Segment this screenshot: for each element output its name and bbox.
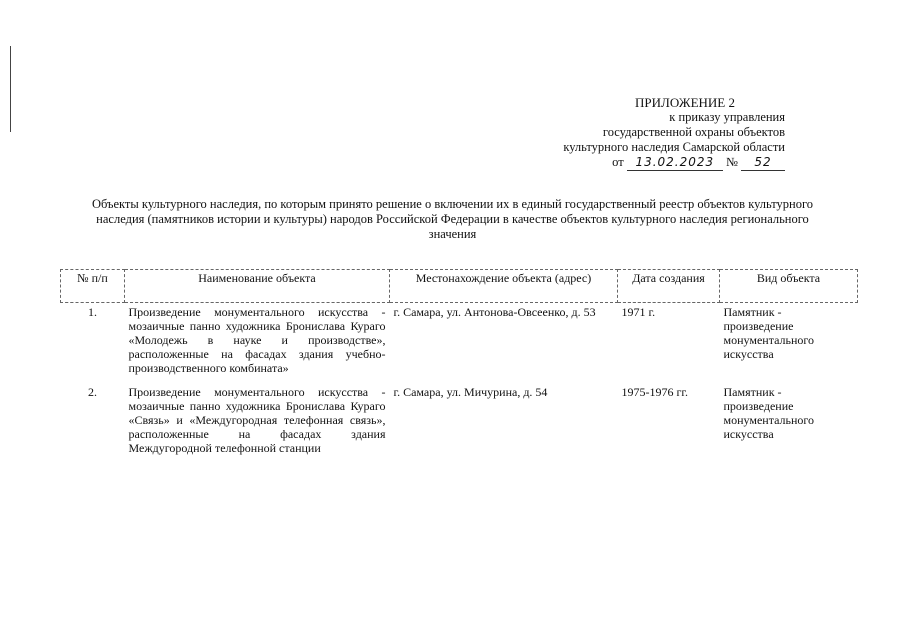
column-header-name: Наименование объекта: [125, 270, 390, 303]
column-header-address: Местонахождение объекта (адрес): [390, 270, 618, 303]
page-margin-line: [10, 46, 11, 132]
object-kind: Памятник - произведение монументального искусства: [723, 305, 815, 361]
order-line-3: культурного наследия Самарской области: [563, 140, 785, 154]
row-number: 2.: [88, 385, 97, 399]
order-date-number-line: [470, 155, 785, 171]
object-name: Произведение монументального искусства - мозаичные панно художника Бронислава Кураго «Молодежь в науке и производстве», расположенные на фасадах здания учебно-производственного комбината»: [128, 305, 386, 375]
column-header-kind: Вид объекта: [720, 270, 858, 303]
object-name: Произведение монументального искусства - мозаичные панно художника Бронислава Кураго «Связь» и «Междугородная телефонная связь», расположенные на фасадах здания Междугородной телефонной станции: [128, 385, 386, 455]
date-prefix: от: [612, 155, 624, 169]
object-kind: Памятник - произведение монументального искусства: [723, 385, 815, 441]
order-date-handwritten: 13.02.2023: [627, 155, 723, 171]
row-number: 1.: [88, 305, 97, 319]
order-line-2: государственной охраны объектов: [602, 125, 785, 139]
appendix-header: [470, 95, 785, 171]
document-heading: Объекты культурного наследия, по которым принято решение о включении их в единый государственный реестр объектов культурного наследия (памятников истории и культуры) народов Российской Федерации в качестве объектов культурного наследия регионального значения: [91, 197, 814, 241]
table-header-row: [61, 270, 858, 303]
order-line-1: к приказу управления: [669, 110, 785, 124]
appendix-title: ПРИЛОЖЕНИЕ 2: [635, 95, 735, 110]
column-header-number: № п/п: [61, 270, 125, 303]
column-header-date: Дата создания: [618, 270, 720, 303]
table-row: [61, 303, 858, 384]
object-address: г. Самара, ул. Мичурина, д. 54: [393, 385, 548, 399]
number-prefix: №: [725, 155, 738, 169]
heritage-objects-table: [60, 269, 858, 463]
table-row: [61, 383, 858, 463]
object-date: 1975-1976 гг.: [621, 385, 688, 399]
object-address: г. Самара, ул. Антонова-Овсеенко, д. 53: [393, 305, 596, 319]
object-date: 1971 г.: [621, 305, 656, 319]
order-number-handwritten: 52: [741, 155, 785, 171]
